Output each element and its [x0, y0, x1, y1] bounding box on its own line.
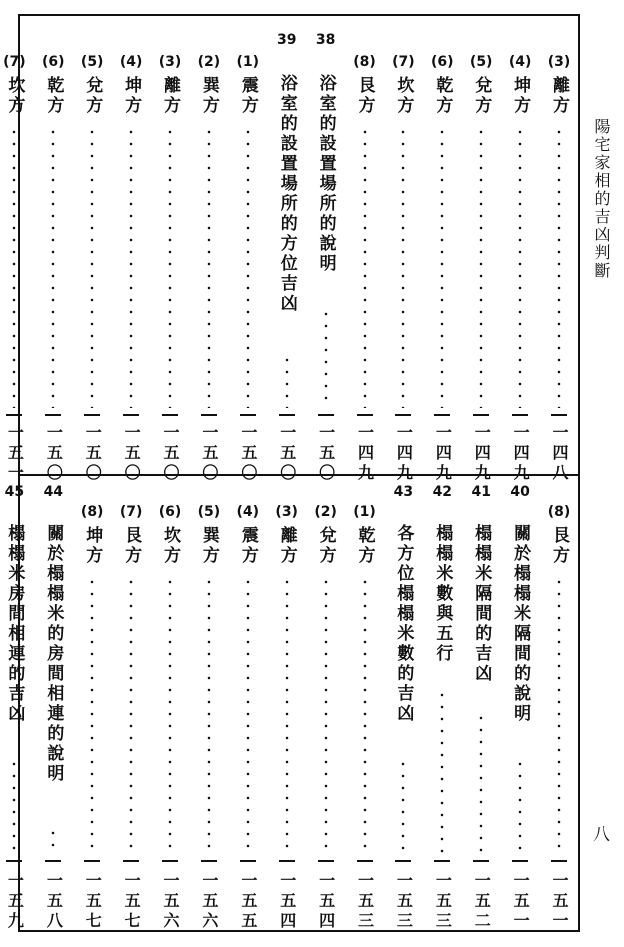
entry-number: (1)	[236, 54, 260, 70]
entry-title: 乾方	[354, 526, 375, 566]
entry-number: (7)	[119, 504, 143, 520]
page-dash	[201, 860, 217, 862]
page-dash	[240, 860, 256, 862]
entry-title: 坤方	[82, 526, 103, 566]
dot-leader	[12, 758, 16, 854]
dot-leader	[363, 576, 367, 854]
page-dash	[318, 414, 334, 416]
dot-leader	[207, 126, 211, 408]
entry-title: 坎方	[393, 76, 414, 116]
entry-number: (7)	[3, 54, 26, 70]
entry-title: 離方	[160, 76, 180, 116]
entry-number: 44	[43, 484, 64, 500]
page-dash	[45, 414, 61, 416]
entry-title: 震方	[237, 76, 258, 116]
toc-bottom-half	[4, 476, 578, 932]
toc-entry	[307, 476, 345, 930]
dot-leader	[440, 689, 444, 854]
dot-leader	[518, 758, 522, 854]
toc-entry	[501, 476, 539, 930]
page-dash	[84, 414, 100, 416]
entry-page: 一五一	[550, 872, 569, 932]
toc-entry	[501, 16, 539, 484]
entry-number: (4)	[119, 54, 143, 70]
entry-title: 艮方	[354, 76, 375, 116]
page-dash	[551, 414, 567, 416]
entry-title: 乾方	[43, 76, 64, 116]
dot-leader	[324, 308, 328, 408]
entry-title: 兌方	[315, 526, 336, 566]
dot-leader	[246, 126, 250, 408]
entry-title: 坤方	[121, 76, 142, 116]
entry-number: (3)	[547, 54, 571, 70]
entry-number: 43	[393, 484, 414, 500]
dot-leader	[557, 126, 561, 408]
entry-title: 兌方	[82, 76, 103, 116]
page-dash	[395, 414, 411, 416]
toc-entry	[268, 16, 306, 484]
page-dash	[434, 414, 450, 416]
page-dash	[162, 414, 178, 416]
entry-number: (2)	[314, 504, 337, 520]
page-dash	[434, 860, 450, 862]
entry-number: (6)	[431, 54, 454, 70]
entry-page: 一五〇	[122, 424, 142, 484]
entry-page: 一五五	[238, 872, 258, 932]
entry-page: 一五八	[44, 872, 64, 932]
page-dash	[45, 860, 61, 862]
entry-number: (3)	[158, 54, 182, 70]
entry-number: (3)	[275, 504, 298, 520]
dot-leader	[363, 126, 367, 408]
entry-title: 坎方	[4, 76, 25, 116]
entry-title: 離方	[276, 526, 297, 566]
toc-entry	[540, 476, 578, 930]
entry-page: 一五二	[472, 872, 492, 932]
page-dash	[473, 414, 489, 416]
entry-number: 45	[4, 484, 25, 500]
toc-entry	[190, 16, 228, 484]
page-dash	[123, 414, 139, 416]
toc-entry	[462, 476, 500, 930]
page-dash	[84, 860, 100, 862]
toc-entry	[112, 476, 150, 930]
page-number: 八	[593, 825, 610, 845]
page-dash	[162, 860, 178, 862]
toc-entry	[423, 476, 461, 930]
dot-leader	[90, 126, 94, 408]
entry-number: (4)	[236, 504, 260, 520]
page-dash	[279, 414, 295, 416]
toc-entry	[307, 16, 345, 484]
entry-page: 一四九	[394, 424, 414, 484]
entry-page: 一五〇	[316, 424, 336, 484]
toc-entry	[346, 476, 384, 930]
entry-number: 39	[276, 32, 297, 48]
entry-number: 40	[510, 484, 530, 500]
entry-number: (8)	[80, 504, 104, 520]
toc-entry	[346, 16, 384, 484]
toc-entry	[229, 476, 267, 930]
toc-entry	[151, 476, 189, 930]
dot-leader	[246, 576, 250, 854]
entry-title: 巽方	[198, 526, 219, 566]
entry-page: 一五〇	[238, 424, 258, 484]
dot-leader	[168, 126, 172, 408]
entry-page: 一五〇	[44, 424, 64, 484]
entry-number: (1)	[353, 504, 376, 520]
entry-page: 一五一	[5, 424, 25, 484]
dot-leader	[518, 126, 522, 408]
entry-number: 41	[471, 484, 491, 500]
toc-entry	[384, 476, 422, 930]
entry-title: 坎方	[160, 526, 180, 566]
dot-leader	[129, 576, 133, 854]
entry-page: 一五七	[122, 872, 142, 932]
entry-number: 38	[315, 32, 336, 48]
entry-page: 一五〇	[161, 424, 180, 484]
entry-number: (5)	[197, 504, 221, 520]
entry-title: 坤方	[510, 76, 531, 116]
dot-leader	[129, 126, 133, 408]
entry-number: (2)	[197, 54, 221, 70]
entry-title: 關於榻榻米的房間相連的說明	[43, 524, 64, 784]
page-dash	[395, 860, 411, 862]
entry-number: (8)	[547, 504, 571, 520]
running-head: 陽宅家相的吉凶判斷	[592, 118, 611, 280]
entry-page: 一五七	[83, 872, 103, 932]
toc-entry	[151, 16, 189, 484]
entry-number: (7)	[392, 54, 415, 70]
dot-leader	[324, 576, 328, 854]
toc-entry	[73, 16, 111, 484]
page-dash	[6, 860, 22, 862]
entry-page: 一五六	[199, 872, 219, 932]
entry-page: 一五四	[277, 872, 297, 932]
page-dash	[512, 860, 528, 862]
entry-page: 一五六	[161, 872, 180, 932]
page-dash	[512, 414, 528, 416]
toc-entry	[540, 16, 578, 484]
toc-entry	[190, 476, 228, 930]
entry-page: 一四九	[472, 424, 492, 484]
entry-title: 浴室的設置場所的說明	[315, 74, 336, 274]
entry-number: (8)	[353, 54, 376, 70]
dot-leader	[285, 354, 289, 408]
entry-number: (5)	[80, 54, 104, 70]
entry-title: 榻榻米房間相連的吉凶	[4, 524, 25, 724]
entry-page: 一五〇	[199, 424, 219, 484]
dot-leader	[168, 576, 172, 854]
dot-leader	[557, 576, 561, 854]
entry-number: (5)	[469, 54, 493, 70]
entry-title: 艮方	[549, 526, 569, 566]
page-dash	[123, 860, 139, 862]
page-dash	[6, 414, 22, 416]
toc-entry	[268, 476, 306, 930]
entry-page: 一五九	[5, 872, 25, 932]
page-dash	[473, 860, 489, 862]
entry-title: 兌方	[471, 76, 492, 116]
entry-page: 一五三	[433, 872, 453, 932]
toc-entry	[112, 16, 150, 484]
entry-number: (6)	[42, 54, 65, 70]
entry-page: 一四九	[355, 424, 375, 484]
toc-entry	[34, 476, 72, 930]
entry-page: 一四九	[511, 424, 531, 484]
page-dash	[318, 860, 334, 862]
entry-title: 榻榻米數與五行	[432, 524, 453, 664]
entry-page: 一五〇	[83, 424, 103, 484]
entry-title: 各方位榻榻米數的吉凶	[393, 524, 414, 724]
entry-title: 震方	[237, 526, 258, 566]
entry-page: 一五三	[355, 872, 375, 932]
entry-title: 浴室的設置場所的方位吉凶	[276, 74, 297, 314]
toc-entry	[34, 16, 72, 484]
dot-leader	[51, 827, 55, 854]
entry-title: 乾方	[432, 76, 453, 116]
entry-title: 巽方	[198, 76, 219, 116]
toc-entry	[229, 16, 267, 484]
entry-page: 一五一	[511, 872, 531, 932]
dot-leader	[12, 126, 16, 408]
entry-number: (4)	[508, 54, 532, 70]
dot-leader	[440, 126, 444, 408]
entry-title: 關於榻榻米隔間的說明	[510, 524, 531, 724]
page-dash	[279, 860, 295, 862]
entry-title: 榻榻米隔間的吉凶	[471, 524, 492, 684]
entry-page: 一五〇	[277, 424, 297, 484]
entry-page: 一五三	[394, 872, 414, 932]
toc-entry	[0, 16, 33, 484]
page-dash	[551, 860, 567, 862]
page-dash	[240, 414, 256, 416]
page-dash	[357, 414, 373, 416]
entry-page: 一四九	[433, 424, 453, 484]
page-dash	[201, 414, 217, 416]
entry-page: 一五四	[316, 872, 336, 932]
dot-leader	[479, 712, 483, 854]
toc-entry	[0, 476, 33, 930]
dot-leader	[285, 576, 289, 854]
toc-entry	[384, 16, 422, 484]
toc-top-half	[3, 16, 578, 484]
toc-entry	[73, 476, 111, 930]
entry-title: 艮方	[121, 526, 142, 566]
dot-leader	[479, 126, 483, 408]
page-dash	[357, 860, 373, 862]
entry-page: 一四八	[550, 424, 569, 484]
dot-leader	[207, 576, 211, 854]
dot-leader	[90, 576, 94, 854]
entry-title: 離方	[549, 76, 569, 116]
toc-entry	[423, 16, 461, 484]
toc-entry	[462, 16, 500, 484]
entry-number: 42	[432, 484, 453, 500]
dot-leader	[51, 126, 55, 408]
entry-number: (6)	[158, 504, 182, 520]
dot-leader	[401, 126, 405, 408]
dot-leader	[401, 758, 405, 854]
